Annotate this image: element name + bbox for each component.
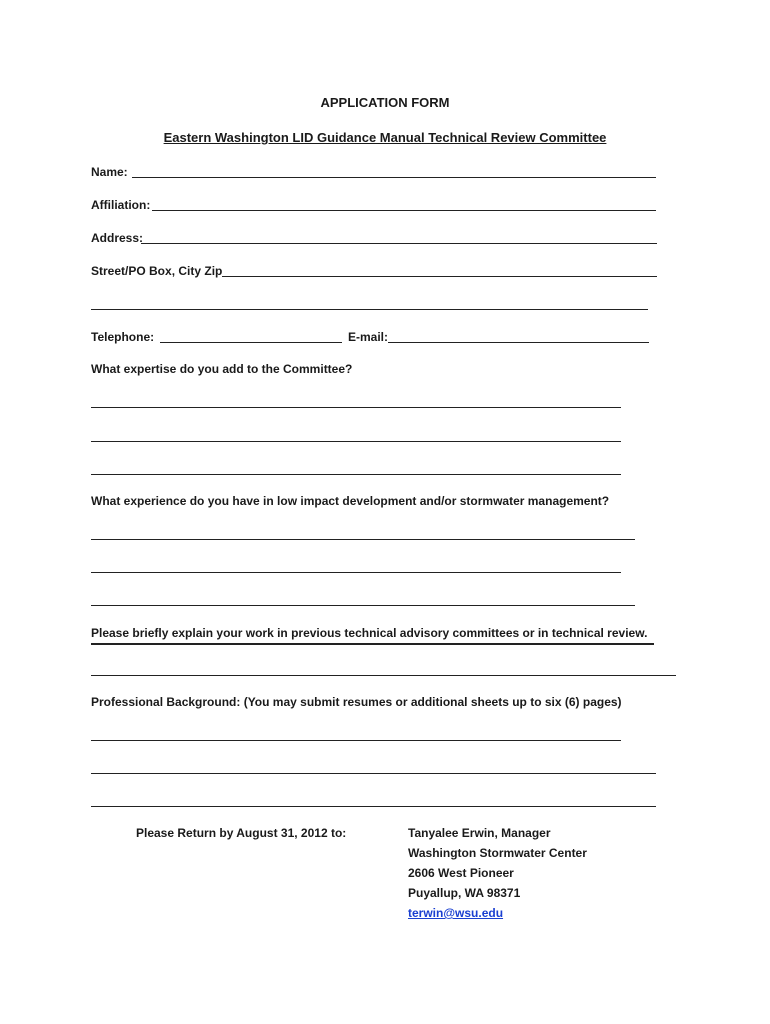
experience-answer-line[interactable] [91, 572, 621, 573]
address-continuation-line[interactable] [91, 309, 648, 310]
form-subtitle: Eastern Washington LID Guidance Manual Technical Review Committee [163, 130, 607, 145]
background-answer-line[interactable] [91, 773, 656, 774]
expertise-answer-line[interactable] [91, 474, 621, 475]
expertise-question: What expertise do you add to the Committee? [91, 362, 353, 376]
experience-question: What experience do you have in low impact development and/or stormwater management? [91, 494, 610, 508]
address-field-line[interactable] [141, 243, 657, 244]
name-label: Name: [91, 165, 128, 179]
telephone-field-line[interactable] [160, 342, 342, 343]
name-field-line[interactable] [132, 177, 656, 178]
expertise-answer-line[interactable] [91, 441, 621, 442]
affiliation-field-line[interactable] [152, 210, 656, 211]
form-title: APPLICATION FORM [320, 95, 450, 110]
affiliation-label: Affiliation: [91, 198, 151, 212]
advisory-question-rule [91, 643, 654, 645]
address-label: Address: [91, 231, 144, 245]
telephone-label: Telephone: [91, 330, 155, 344]
advisory-answer-line[interactable] [91, 675, 676, 676]
street-label: Street/PO Box, City Zip [91, 264, 223, 278]
background-question: Professional Background: (You may submit resumes or additional sheets up to six (6) pages) [91, 695, 622, 709]
return-instructions: Please Return by August 31, 2012 to: [136, 826, 347, 840]
email-field-line[interactable] [388, 342, 649, 343]
background-answer-line[interactable] [91, 740, 621, 741]
contact-email-link[interactable]: terwin@wsu.edu [408, 906, 504, 920]
contact-organization: Washington Stormwater Center [408, 846, 587, 860]
expertise-answer-line[interactable] [91, 407, 621, 408]
advisory-question: Please briefly explain your work in previous technical advisory committees or in technical review. [91, 626, 648, 640]
experience-answer-line[interactable] [91, 605, 635, 606]
background-answer-line[interactable] [91, 806, 656, 807]
contact-street: 2606 West Pioneer [408, 866, 514, 880]
contact-city: Puyallup, WA 98371 [408, 886, 521, 900]
contact-name: Tanyalee Erwin, Manager [408, 826, 551, 840]
email-label: E-mail: [348, 330, 389, 344]
street-field-line[interactable] [222, 276, 657, 277]
experience-answer-line[interactable] [91, 539, 635, 540]
